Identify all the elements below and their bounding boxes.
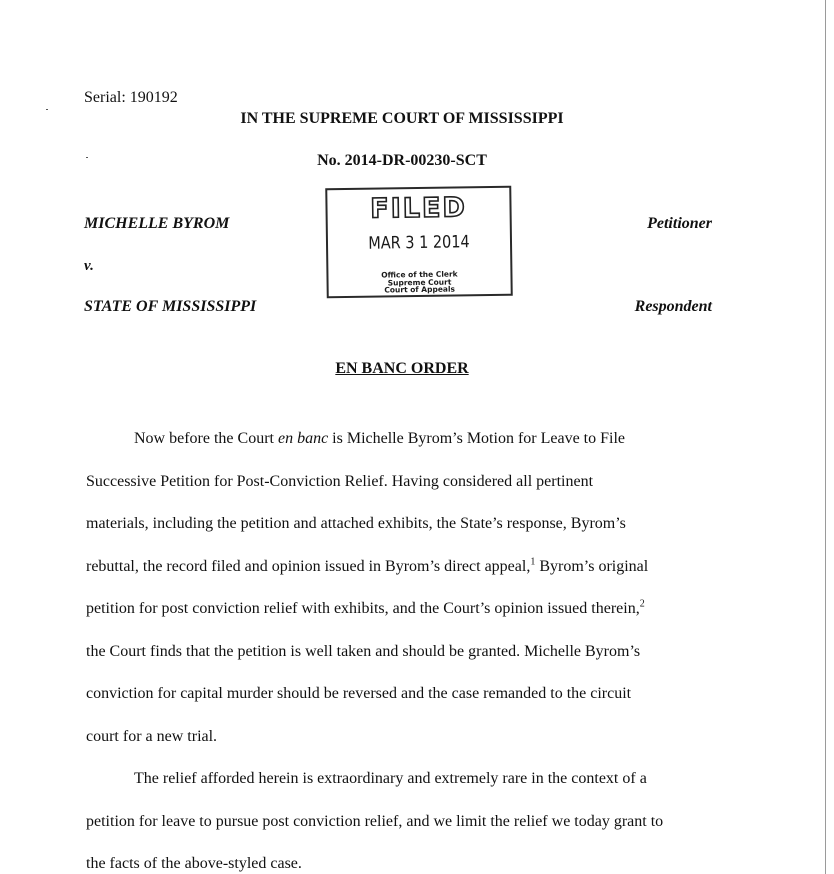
petitioner-name: MICHELLE BYROM — [84, 215, 230, 232]
paragraph-line — [86, 418, 736, 461]
stamp-office-line: Supreme Court — [387, 277, 452, 287]
text-run: is Michelle Byrom’s Motion for Leave to File — [328, 430, 626, 447]
paragraph-line: court for a new trial. — [86, 727, 218, 745]
text-run: Byrom’s original — [535, 557, 649, 575]
paragraph-line: The relief afforded herein is extraordinary and extremely rare in the context of a — [134, 770, 647, 787]
order-body — [86, 418, 736, 874]
paragraph-line: the facts of the above-styled case. — [86, 855, 302, 872]
stamp-date: MAR 3 1 2014 — [368, 232, 470, 254]
stamp-filed-label: FILED — [370, 192, 468, 225]
stamp-office-line: Court of Appeals — [384, 284, 456, 295]
respondent-role: Respondent — [634, 298, 712, 315]
stamp-office-line: Office of the Clerk — [381, 269, 458, 280]
paragraph-1 — [86, 418, 736, 758]
footnote-marker: 1 — [530, 556, 536, 568]
footnote-marker: 2 — [639, 598, 645, 610]
paragraph-line: the Court finds that the petition is well taken and should be granted. Michelle Byrom’s — [86, 642, 641, 660]
order-title-text: EN BANC ORDER — [335, 360, 469, 377]
stamp-office — [328, 270, 510, 295]
serial-number: Serial: 190192 — [84, 89, 178, 106]
paragraph-line: conviction for capital murder should be reversed and the case remanded to the circuit — [86, 685, 632, 702]
text-run: Now before the Court — [134, 430, 278, 447]
paragraph-2 — [86, 758, 736, 874]
paragraph-line — [86, 546, 736, 589]
text-run: rebuttal, the record filed and opinion issued in Byrom’s direct appeal, — [86, 557, 531, 575]
docket-number: No. 2014-DR-00230-SCT — [317, 152, 487, 169]
court-name: IN THE SUPREME COURT OF MISSISSIPPI — [240, 110, 564, 127]
versus-label: v. — [84, 258, 94, 274]
page-edge-line — [825, 0, 826, 874]
paragraph-line: petition for leave to pursue post conviction relief, and we limit the relief we today grant to — [86, 812, 664, 830]
italic-text-run: en banc — [277, 430, 329, 447]
text-run: petition for post conviction relief with exhibits, and the Court’s opinion issued therein, — [86, 600, 640, 617]
petitioner-role: Petitioner — [647, 215, 712, 232]
filed-stamp — [325, 186, 513, 299]
paragraph-line: materials, including the petition and attached exhibits, the State’s response, Byrom’s — [86, 515, 626, 532]
order-title — [0, 360, 804, 378]
respondent-name: STATE OF MISSISSIPPI — [84, 298, 257, 315]
paragraph-line — [86, 588, 736, 631]
paragraph-line: Successive Petition for Post-Conviction Relief. Having considered all pertinent — [86, 472, 594, 490]
